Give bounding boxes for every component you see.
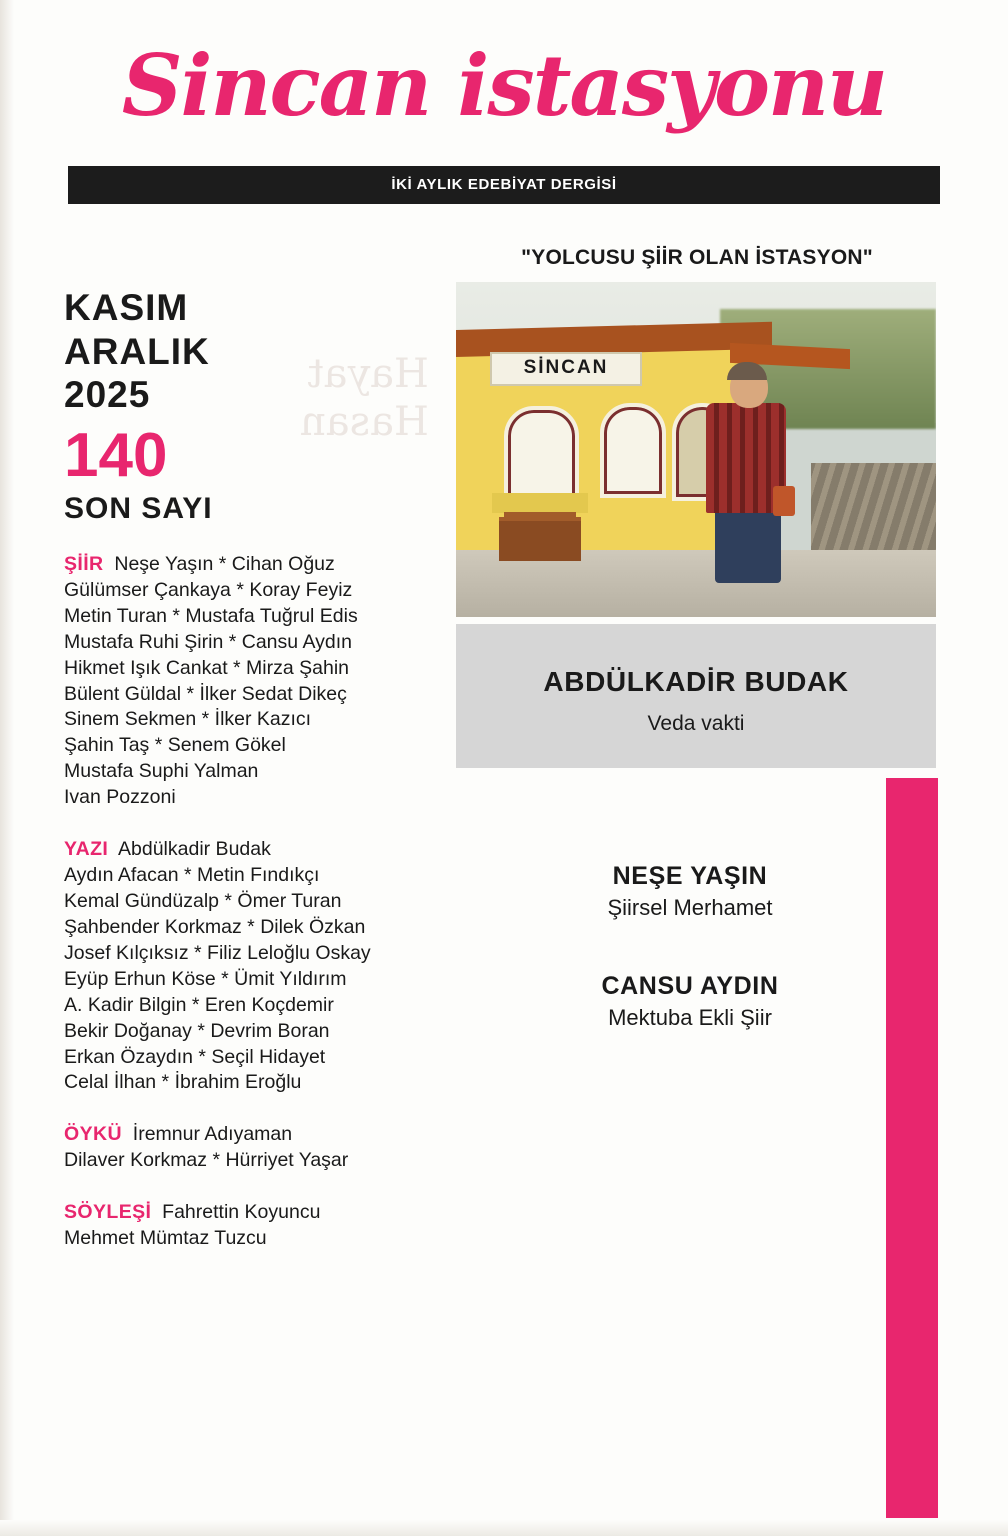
contents-line	[64, 759, 424, 785]
contents-category: ŞİİR	[64, 552, 104, 575]
contents-list	[64, 552, 424, 1252]
contents-section	[64, 552, 424, 811]
accent-bar	[886, 778, 938, 1518]
contents-category: SÖYLEŞİ	[64, 1201, 152, 1224]
photo-door	[492, 493, 588, 513]
contents-section	[64, 1122, 424, 1174]
contents-names: Kemal Gündüzalp * Ömer Turan	[64, 889, 342, 912]
page-edge-left	[0, 0, 14, 1536]
contents-line	[64, 1019, 424, 1045]
issue-month-2: ARALIK	[64, 330, 210, 372]
contents-line	[64, 552, 424, 578]
contents-line	[64, 630, 424, 656]
left-column	[64, 286, 424, 1252]
contents-line	[64, 993, 424, 1019]
photo-bag	[773, 486, 795, 516]
contents-names: Bekir Doğanay * Devrim Boran	[64, 1019, 330, 1042]
contents-line	[64, 1148, 424, 1174]
contents-line	[64, 1045, 424, 1071]
cover-tagline: "YOLCUSU ŞİİR OLAN İSTASYON"	[521, 246, 873, 269]
feature-author: ABDÜLKADİR BUDAK	[543, 666, 849, 697]
highlight-entry	[500, 862, 880, 921]
issue-year: 2025	[64, 374, 151, 416]
cover-photo	[456, 282, 936, 617]
contents-line	[64, 1200, 424, 1226]
contents-names: İremnur Adıyaman	[132, 1123, 293, 1146]
contents-names: Josef Kılçıksız * Filiz Leloğlu Oskay	[64, 941, 371, 964]
contents-names: Ivan Pozzoni	[64, 786, 176, 809]
contents-section	[64, 1200, 424, 1252]
photo-bench	[499, 517, 581, 561]
contents-line	[64, 682, 424, 708]
contents-names: Bülent Güldal * İlker Sedat Dikeç	[64, 682, 347, 705]
contents-names: Fahrettin Koyuncu	[162, 1201, 321, 1224]
contents-names: Neşe Yaşın * Cihan Oğuz	[114, 552, 335, 575]
highlight-title: Şiirsel Merhamet	[607, 895, 773, 920]
contents-names: Celal İlhan * İbrahim Eroğlu	[64, 1071, 302, 1094]
contents-section	[64, 837, 424, 1096]
subtitle-bar	[68, 166, 940, 204]
contents-names: Şahbender Korkmaz * Dilek Özkan	[64, 915, 366, 938]
page-edge-bottom	[0, 1520, 1008, 1536]
highlight-author: CANSU AYDIN	[601, 972, 779, 1000]
highlight-title: Mektuba Ekli Şiir	[608, 1005, 772, 1030]
feature-title: Veda vakti	[647, 712, 745, 735]
contents-line	[64, 941, 424, 967]
contents-names: Eyüp Erhun Köse * Ümit Yıldırım	[64, 967, 347, 990]
contents-line	[64, 1122, 424, 1148]
contents-names: Mustafa Suphi Yalman	[64, 760, 259, 783]
issue-label: SON SAYI	[64, 491, 213, 525]
photo-window-1	[504, 406, 579, 501]
contents-names: Aydın Afacan * Metin Fındıkçı	[64, 864, 320, 887]
contents-line	[64, 1226, 424, 1252]
contents-names: Mehmet Mümtaz Tuzcu	[64, 1227, 267, 1250]
contents-names: Erkan Özaydın * Seçil Hidayet	[64, 1045, 326, 1068]
print-showthrough: Hayat Hasan	[300, 351, 429, 445]
magazine-title: Sincan istasyonu	[121, 36, 887, 135]
issue-month-1: KASIM	[64, 287, 189, 328]
contents-names: A. Kadir Bilgin * Eren Koçdemir	[64, 993, 334, 1016]
contents-line	[64, 863, 424, 889]
masthead	[0, 36, 1008, 135]
contents-names: Sinem Sekmen * İlker Kazıcı	[64, 708, 312, 731]
contents-line	[64, 578, 424, 604]
contents-names: Dilaver Korkmaz * Hürriyet Yaşar	[64, 1149, 349, 1172]
contents-names: Hikmet Işık Cankat * Mirza Şahin	[64, 656, 350, 679]
contents-line	[64, 837, 424, 863]
contents-line	[64, 604, 424, 630]
issue-number: 140	[64, 420, 168, 490]
contents-category: ÖYKÜ	[64, 1123, 122, 1146]
contents-line	[64, 1070, 424, 1096]
magazine-subtitle: İKİ AYLIK EDEBİYAT DERGİSİ	[391, 176, 617, 193]
contents-line	[64, 656, 424, 682]
contents-line	[64, 967, 424, 993]
photo-person-legs	[715, 503, 781, 583]
contents-names: Gülümser Çankaya * Koray Feyiz	[64, 578, 353, 601]
highlight-author: NEŞE YAŞIN	[612, 862, 768, 890]
highlight-entry	[500, 972, 880, 1031]
contents-names: Şahin Taş * Senem Gökel	[64, 734, 286, 757]
contents-line	[64, 785, 424, 811]
contents-line	[64, 889, 424, 915]
contents-line	[64, 733, 424, 759]
photo-window-2	[600, 403, 666, 498]
contents-names: Abdülkadir Budak	[118, 838, 271, 861]
feature-box	[456, 624, 936, 768]
contents-names: Mustafa Ruhi Şirin * Cansu Aydın	[64, 630, 352, 653]
contents-category: YAZI	[64, 838, 109, 861]
photo-station-sign: SİNCAN	[490, 352, 643, 386]
contents-line	[64, 707, 424, 733]
contents-names: Metin Turan * Mustafa Tuğrul Edis	[64, 604, 358, 627]
contents-line	[64, 915, 424, 941]
